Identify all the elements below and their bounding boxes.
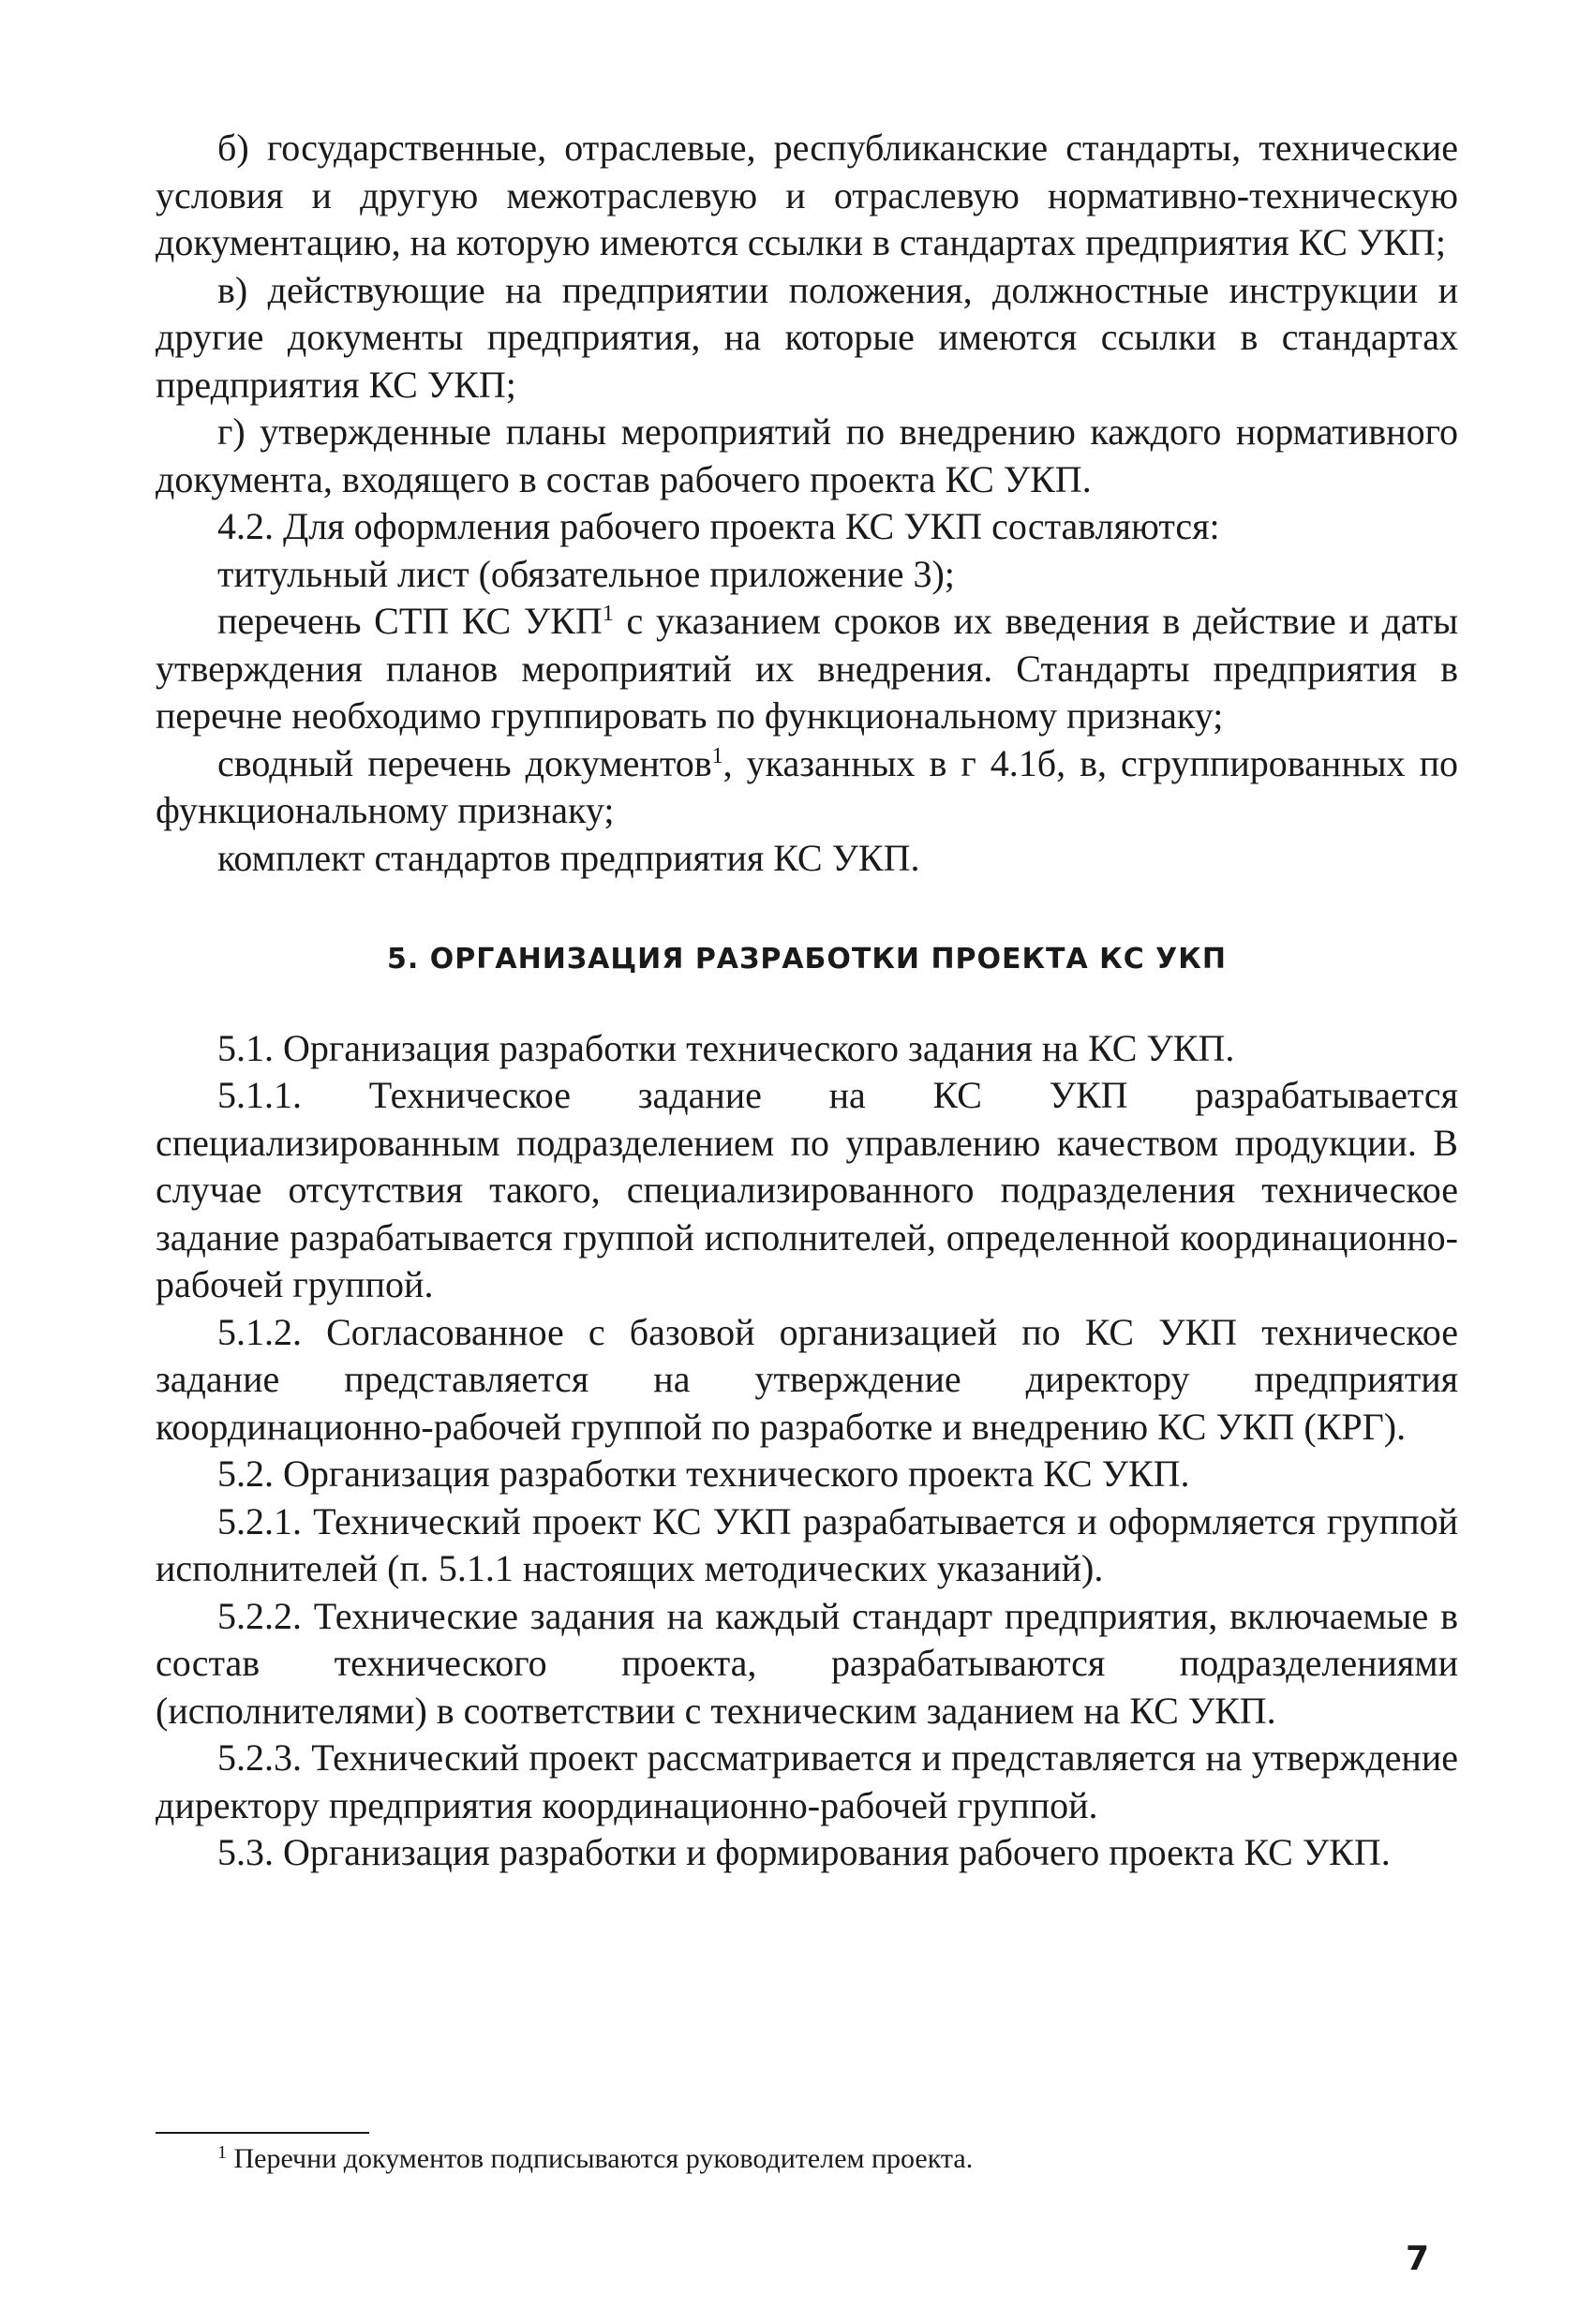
body-text: [156, 125, 1458, 1877]
footnote-ref: 1: [711, 743, 723, 768]
list-item-title-page: титульный лист (обязательное приложение 3);: [217, 552, 955, 595]
paragraph-v: в) действующие на предприятии положения, должностные инструкции и другие документы предприятия, на которые имеются ссылки в стандартах предприятия КС УКП;: [156, 268, 1458, 406]
paragraph-5-1: 5.1. Организация разработки технического задания на КС УКП.: [217, 1026, 1235, 1069]
footnote-marker: 1: [217, 2142, 227, 2163]
section-title: 5. ОРГАНИЗАЦИЯ РАЗРАБОТКИ ПРОЕКТА КС УКП: [387, 943, 1227, 976]
list-item-summary-text: сводный перечень документов: [217, 741, 712, 784]
paragraph-5-2: 5.2. Организация разработки технического проекта КС УКП.: [217, 1452, 1190, 1495]
footnote-divider: [156, 2132, 369, 2134]
footnote-text: Перечни документов подписываются руководителем проекта.: [233, 2143, 974, 2174]
list-item-stp-text: перечень СТП КС УКП: [217, 600, 603, 642]
paragraph-5-2-1: 5.2.1. Технический проект КС УКП разрабатывается и оформляется группой исполнителей (п. 5.1.1 настоящих методических указаний).: [156, 1499, 1458, 1589]
list-item-stp-list: [156, 598, 1458, 740]
paragraph-5-2-2: 5.2.2. Технические задания на каждый стандарт предприятия, включаемые в состав технического проекта, разрабатываются подразделениями (исполнителями) в соответствии с техническим заданием на КС УКП.: [156, 1594, 1458, 1732]
paragraph-5-1-1: 5.1.1. Техническое задание на КС УКП разрабатывается специализированным подразделением по управлению качеством продукции. В случае отсутствия такого, специализированного подразделения техническое задание разрабатывается группой исполнителей, определенной координационно-рабочей группой.: [156, 1074, 1458, 1305]
paragraph-5-1-2: 5.1.2. Согласованное с базовой организацией по КС УКП техническое задание представляется на утверждение директору предприятия координационно-рабочей группой по разработке и внедрению КС УКП (КРГ).: [156, 1310, 1458, 1448]
list-item-summary-list: [156, 740, 1458, 835]
page-number: 7: [1406, 2240, 1430, 2278]
list-item-standards-set: комплект стандартов предприятия КС УКП.: [217, 836, 920, 879]
list-item-summary-text-rest: , указанных в г 4.1б, в, сгруппированных по функциональному признаку;: [156, 741, 1458, 831]
paragraph-b: б) государственные, отраслевые, республиканские стандарты, технические условия и другую межотраслевую и отраслевую нормативно-техническую документацию, на которую имеются ссылки в стандартах предприятия КС УКП;: [156, 127, 1458, 263]
paragraph-4-2: 4.2. Для оформления рабочего проекта КС УКП составляются:: [217, 505, 1220, 547]
footnote-ref: 1: [602, 602, 614, 626]
paragraph-5-3: 5.3. Организация разработки и формирования рабочего проекта КС УКП.: [217, 1831, 1391, 1873]
paragraph-5-2-3: 5.2.3. Технический проект рассматривается и представляется на утверждение директору предприятия координационно-рабочей группой.: [156, 1736, 1458, 1826]
paragraph-g: г) утвержденные планы мероприятий по внедрению каждого нормативного документа, входящего в состав рабочего проекта КС УКП.: [156, 410, 1458, 500]
list-item-stp-text-rest: с указанием сроков их введения в действие и даты утверждения планов мероприятий их внедрения. Стандарты предприятия в перечне необходимо группировать по функциональному признаку;: [156, 600, 1458, 737]
footnote: [217, 2140, 1436, 2178]
